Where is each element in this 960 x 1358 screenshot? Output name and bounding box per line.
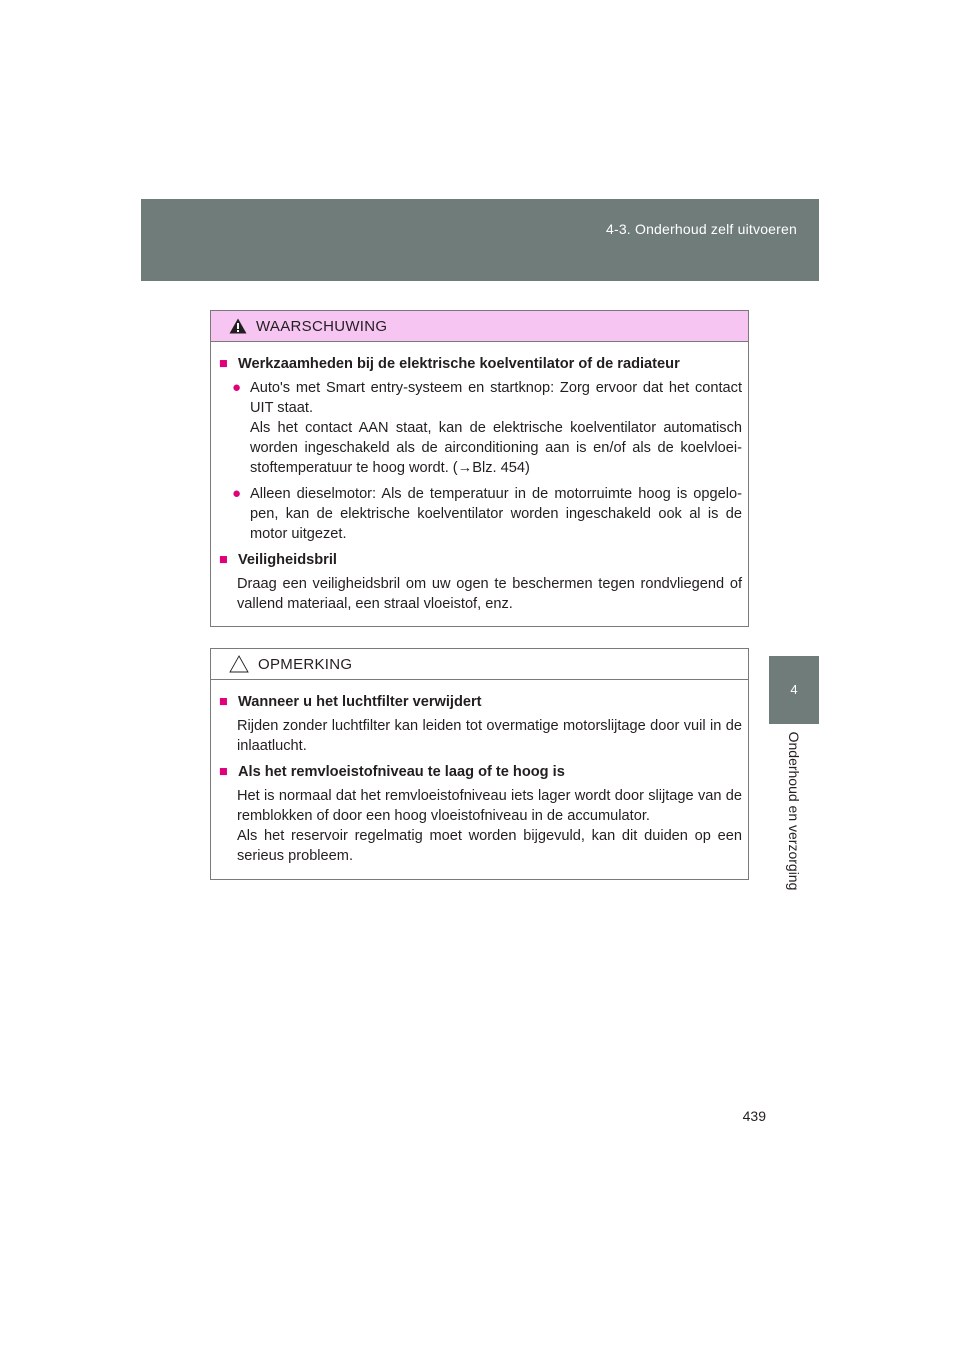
warning-heading-radiator: ■ Werkzaamheden bij de elektrische koelventilator of de radiateur [219, 356, 680, 372]
warning-box-header [211, 311, 748, 342]
chapter-side-label: Onderhoud en verzorging [786, 731, 802, 891]
chapter-tab [769, 656, 819, 724]
warning-triangle-outline-icon [229, 655, 249, 673]
notice-heading-brake-fluid: ■ Als het remvloeistofniveau te laag of te hoog is [219, 764, 565, 780]
warning-triangle-filled-icon [229, 318, 247, 334]
warning-heading-safety-glasses: ■ Veiligheidsbril [219, 552, 337, 568]
square-bullet-icon: ■ [219, 694, 228, 710]
page-number: 439 [742, 1108, 766, 1124]
header-band [141, 199, 819, 281]
notice-text-brake-fluid-2: Als het reservoir regelmatig moet worden bijgevuld, kan dit duiden op een serieus probleem. [237, 828, 742, 864]
warning-body [211, 342, 748, 614]
notice-heading-air-filter: ■ Wanneer u het luchtfilter verwijdert [219, 694, 482, 710]
square-bullet-icon: ■ [219, 552, 228, 568]
square-bullet-icon: ■ [219, 356, 228, 372]
notice-box-header [211, 649, 748, 680]
round-bullet-icon: ● [232, 485, 242, 502]
notice-box [210, 648, 749, 880]
warning-title: WAARSCHUWING [256, 317, 388, 335]
notice-text-brake-fluid: Het is normaal dat het remvloeistofniveau iets lager wordt door slijtage van de remblokken of door een hoog vloeistofniveau in de accumulator. [237, 788, 742, 824]
section-title: 4-3. Onderhoud zelf uitvoeren [605, 221, 797, 237]
warning-bullet-diesel: ● Alleen dieselmotor: Als de temperatuur in de motorruimte hoog is opgelo-pen, kan de elektrische koelventilator worden ingeschakeld ook al is de motor uitgezet. [232, 485, 742, 542]
square-bullet-icon: ■ [219, 764, 228, 780]
warning-box [210, 310, 749, 627]
notice-body [211, 680, 748, 866]
notice-title: OPMERKING [258, 655, 353, 673]
warning-bullet-smart-entry: ● Auto's met Smart entry-systeem en startknop: Zorg ervoor dat het contact UIT staat. Als het contact AAN staat, kan de elektrische koelventilator automatisch worden ingeschakeld als de airconditioning aan is en/of als de koelvloei-stoftemperatuur te hoog wordt. (→Blz. 454) [232, 379, 742, 476]
round-bullet-icon: ● [232, 379, 242, 396]
chapter-number: 4 [790, 682, 798, 697]
warning-text-safety-glasses: Draag een veiligheidsbril om uw ogen te beschermen tegen rondvliegend of vallend materiaal, een straal vloeistof, enz. [237, 576, 742, 612]
notice-text-air-filter: Rijden zonder luchtfilter kan leiden tot overmatige motorslijtage door vuil in de inlaatlucht. [237, 718, 742, 754]
